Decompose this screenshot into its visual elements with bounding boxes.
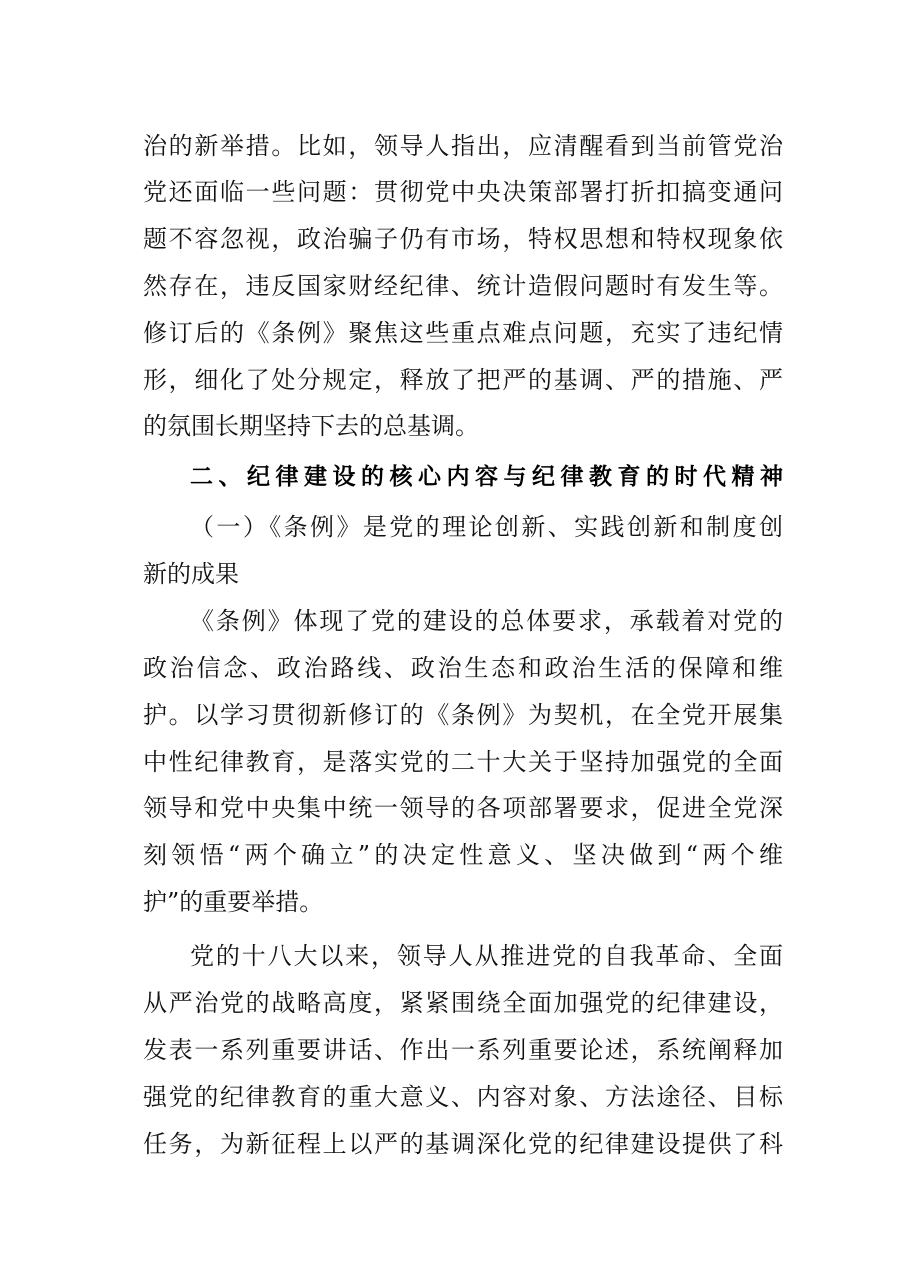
subheading-1-line-1: （一）《条例》是党的理论创新、实践创新和制度创 <box>190 513 783 541</box>
para1-line-1: 治的新举措。比如，领导人指出，应清醒看到当前管党治 <box>143 132 783 160</box>
para2-line-2: 政治信念、政治路线、政治生态和政治生活的保障和维 <box>143 654 783 682</box>
para2-line-6: 刻领悟“两个确立”的决定性意义、坚决做到“两个维 <box>143 841 783 869</box>
para3-line-2: 从严治党的战略高度，紧紧围绕全面加强党的纪律建设， <box>143 989 783 1017</box>
para3-line-3: 发表一系列重要讲话、作出一系列重要论述，系统阐释加 <box>143 1036 783 1064</box>
para1-line-2: 党还面临一些问题：贯彻党中央决策部署打折扣搞变通问 <box>143 178 783 206</box>
para3-line-5: 任务，为新征程上以严的基调深化党的纪律建设提供了科 <box>143 1130 783 1158</box>
para3-line-4: 强党的纪律教育的重大意义、内容对象、方法途径、目标 <box>143 1083 783 1111</box>
para3-line-1: 党的十八大以来，领导人从推进党的自我革命、全面 <box>190 942 783 970</box>
para2-line-7: 护”的重要举措。 <box>143 888 324 916</box>
para1-line-4: 然存在，违反国家财经纪律、统计造假问题时有发生等。 <box>143 272 783 300</box>
para1-line-7: 的氛围长期坚持下去的总基调。 <box>143 412 479 440</box>
section-heading-2: 二、纪律建设的核心内容与纪律教育的时代精神 <box>190 464 783 490</box>
para2-line-5: 领导和党中央集中统一领导的各项部署要求，促进全党深 <box>143 794 783 822</box>
para2-line-4: 中性纪律教育，是落实党的二十大关于坚持加强党的全面 <box>143 748 783 776</box>
para1-line-3: 题不容忽视，政治骗子仍有市场，特权思想和特权现象依 <box>143 225 783 253</box>
para1-line-6: 形，细化了处分规定，释放了把严的基调、严的措施、严 <box>143 366 783 394</box>
para2-line-3: 护。以学习贯彻新修订的《条例》为契机，在全党开展集 <box>143 701 783 729</box>
para2-line-1: 《条例》体现了党的建设的总体要求，承载着对党的 <box>190 607 783 635</box>
subheading-1-line-2: 新的成果 <box>143 560 239 588</box>
para1-line-5: 修订后的《条例》聚焦这些重点难点问题，充实了违纪情 <box>143 319 783 347</box>
